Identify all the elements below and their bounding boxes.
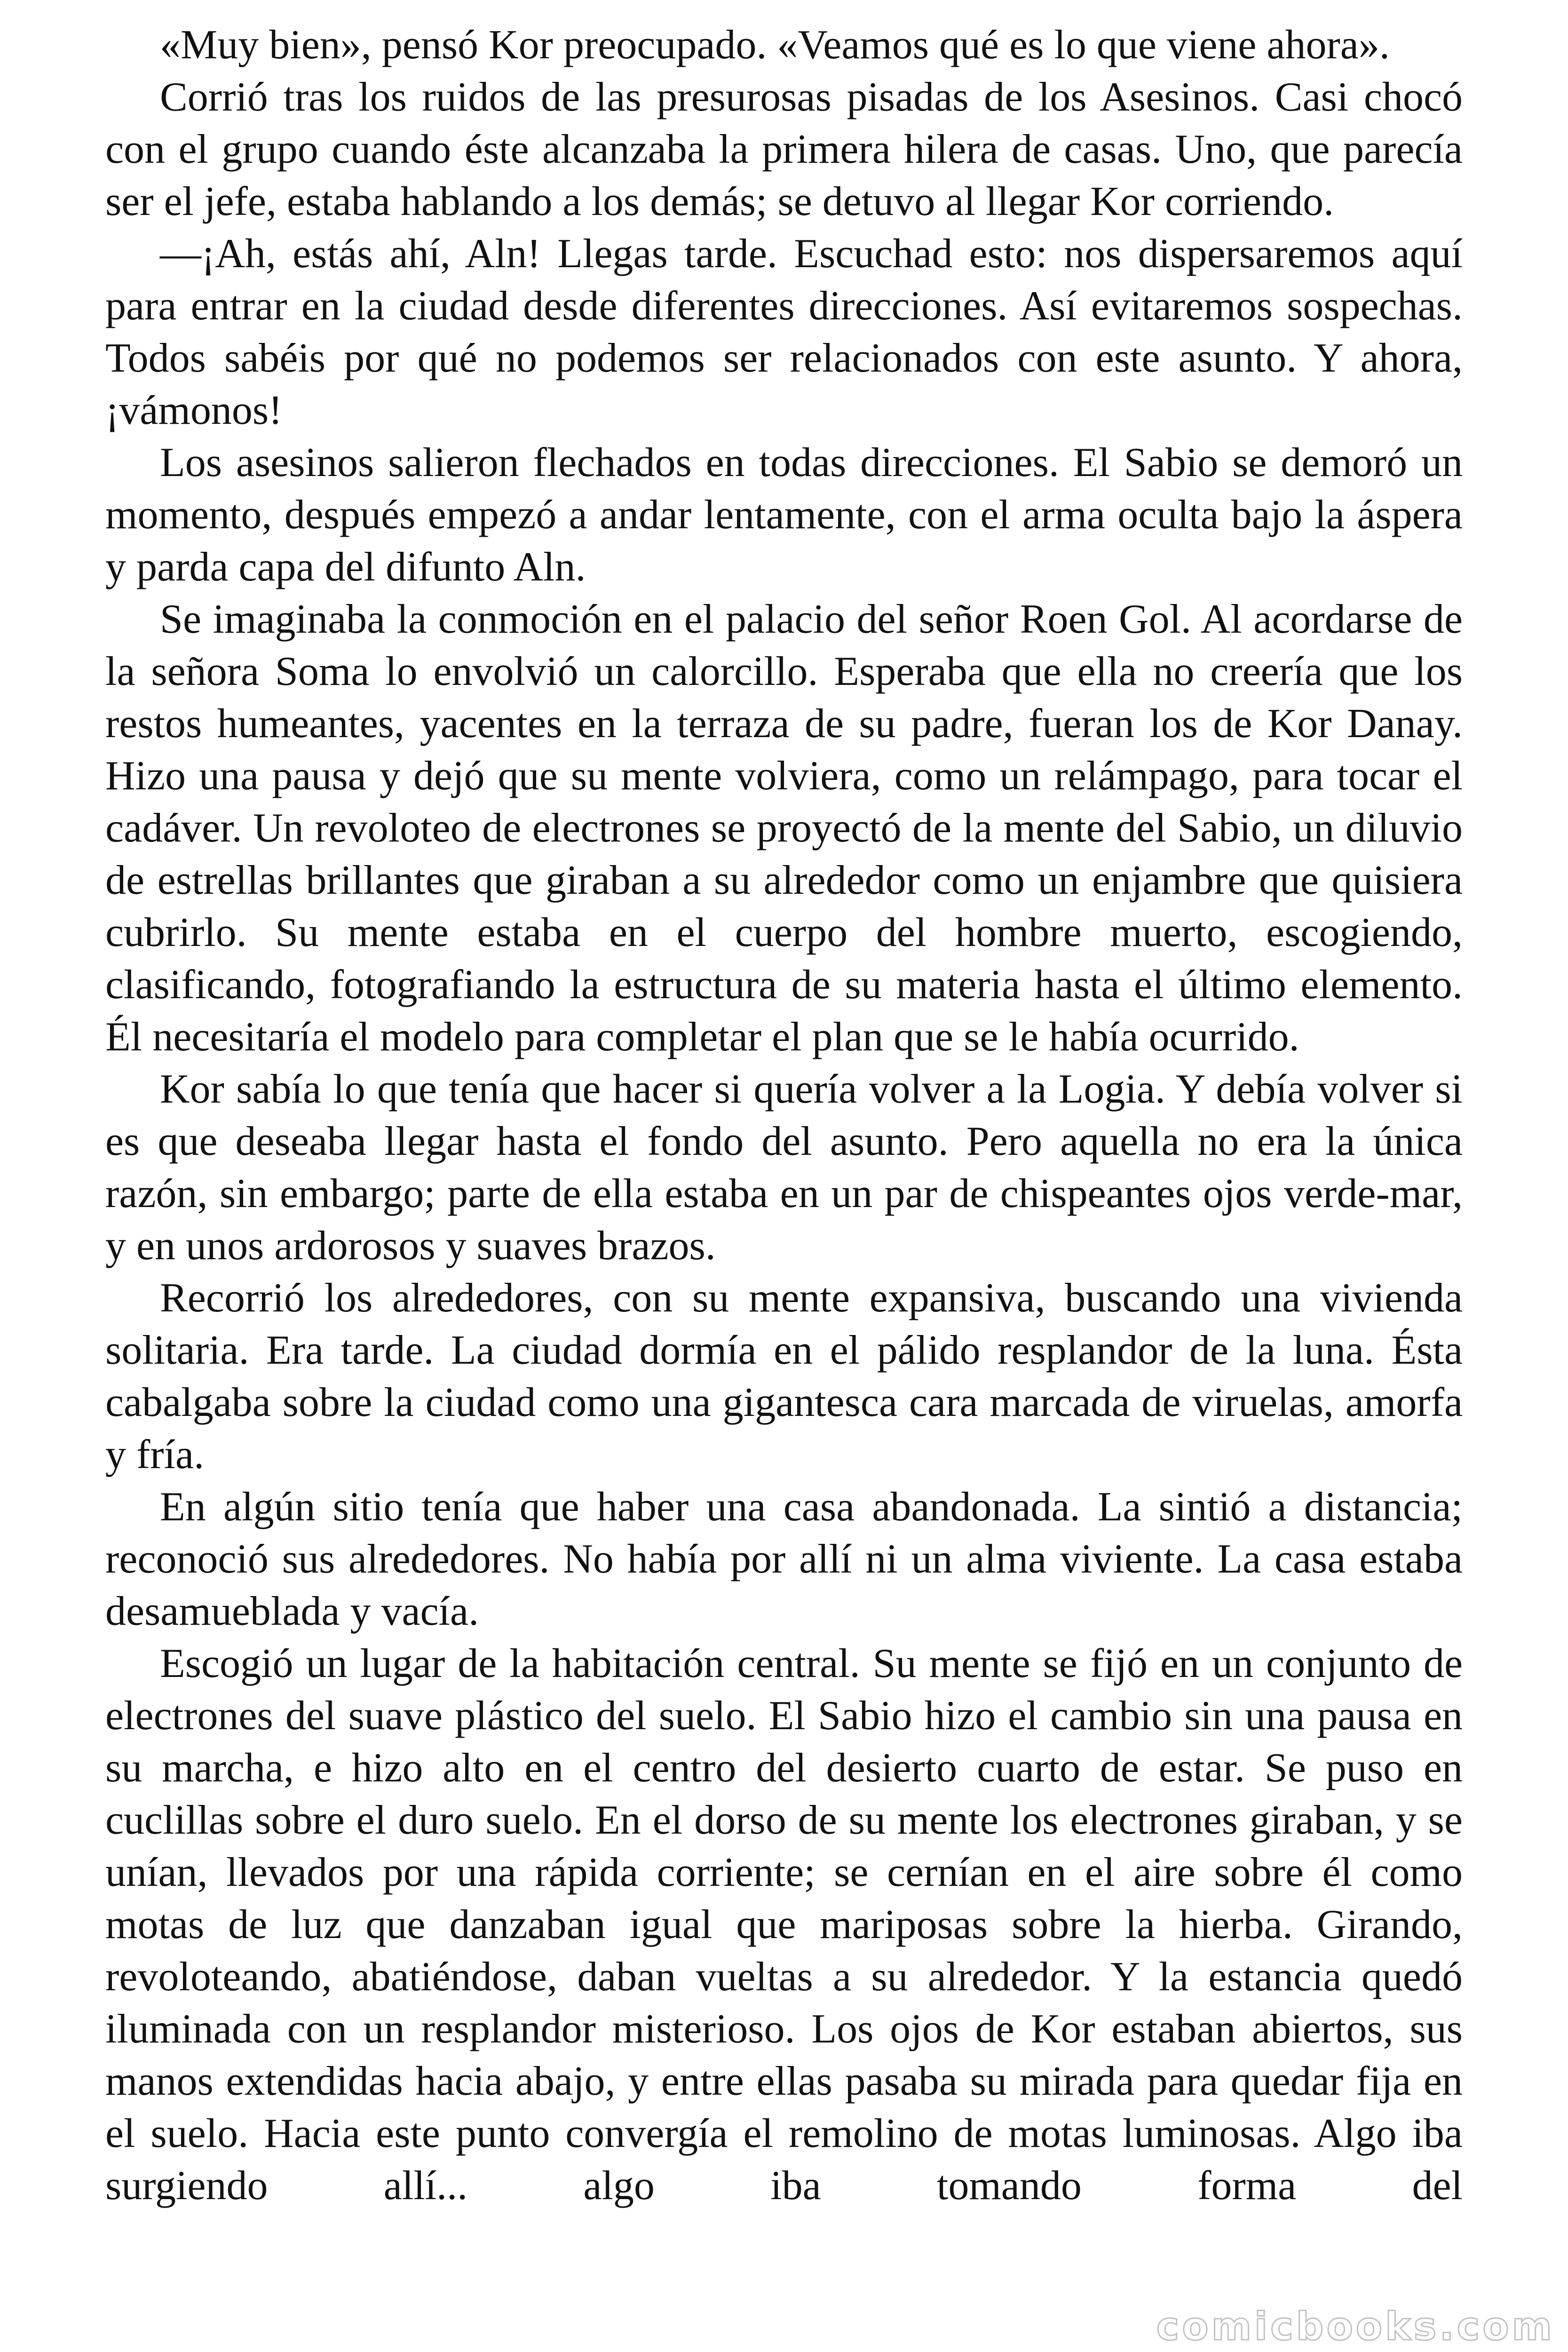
paragraph-1: «Muy bien», pensó Kor preocupado. «Veamos qué es lo que viene ahora». (160, 22, 1390, 68)
paragraph-2: Corrió tras los ruidos de las presurosas pisadas de los Asesinos. Casi chocó con el grupo cuando éste alcanzaba la primera hilera de casas. Uno, que parecía ser el jefe, estaba hablando a los demás; se detuvo al llegar Kor corriendo. (105, 74, 1463, 224)
paragraph-7: Recorrió los alrededores, con su mente expansiva, buscando una vivienda solitaria. Era tarde. La ciudad dormía en el pálido resplandor de la luna. Ésta cabalgaba sobre la ciudad como una gigantesca cara marcada de viruelas, amorfa y fría. (105, 1275, 1463, 1478)
paragraph-5: Se imaginaba la conmoción en el palacio del señor Roen Gol. Al acordarse de la señora Soma lo envolvió un calorcillo. Esperaba que ella no creería que los restos humeantes, yacentes en la terraza de su padre, fueran los de Kor Danay. Hizo una pausa y dejó que su mente volviera, como un relámpago, para tocar el cadáver. Un revoloteo de electrones se proyectó de la mente del Sabio, un diluvio de estrellas brillantes que giraban a su alrededor como un enjambre que quisiera cubrirlo. Su mente estaba en el cuerpo del hombre muerto, escogiendo, clasificando, fotografiando la estructura de su materia hasta el último elemento. Él necesitaría el modelo para completar el plan que se le había ocurrido. (105, 596, 1463, 1060)
paragraph-3: —¡Ah, estás ahí, Aln! Llegas tarde. Escuchad esto: nos dispersaremos aquí para entrar en la ciudad desde diferentes direcciones. Así evitaremos sospechas. Todos sabéis por qué no podemos ser relacionados con este asunto. Y ahora, ¡vámonos! (105, 231, 1463, 433)
paragraph-9: Escogió un lugar de la habitación central. Su mente se fijó en un conjunto de electrones del suave plástico del suelo. El Sabio hizo el cambio sin una pausa en su marcha, e hizo alto en el centro del desierto cuarto de estar. Se puso en cuclillas sobre el duro suelo. En el dorso de su mente los electrones giraban, y se unían, llevados por una rápida corriente; se cernían en el aire sobre él como motas de luz que danzaban igual que mariposas sobre la hierba. Girando, revoloteando, abatiéndose, daban vueltas a su alrededor. Y la estancia quedó iluminada con un resplandor misterioso. Los ojos de Kor estaban abiertos, sus manos extendidas hacia abajo, y entre ellas pasaba su mirada para quedar fija en el suelo. Hacia este punto convergía el remolino de motas luminosas. Algo iba surgiendo allí... algo iba tomando forma del (105, 1641, 1463, 2209)
book-page (105, 19, 1463, 2212)
watermark: comicbooks.com (1156, 2304, 1555, 2349)
paragraph-4: Los asesinos salieron flechados en todas direcciones. El Sabio se demoró un momento, después empezó a andar lentamente, con el arma oculta bajo la áspera y parda capa del difunto Aln. (105, 440, 1463, 590)
paragraph-6: Kor sabía lo que tenía que hacer si quería volver a la Logia. Y debía volver si es que deseaba llegar hasta el fondo del asunto. Pero aquella no era la única razón, sin embargo; parte de ella estaba en un par de chispeantes ojos verde-mar, y en unos ardorosos y suaves brazos. (105, 1066, 1463, 1269)
paragraph-8: En algún sitio tenía que haber una casa abandonada. La sintió a distancia; reconoció sus alrededores. No había por allí ni un alma viviente. La casa estaba desamueblada y vacía. (105, 1484, 1463, 1634)
